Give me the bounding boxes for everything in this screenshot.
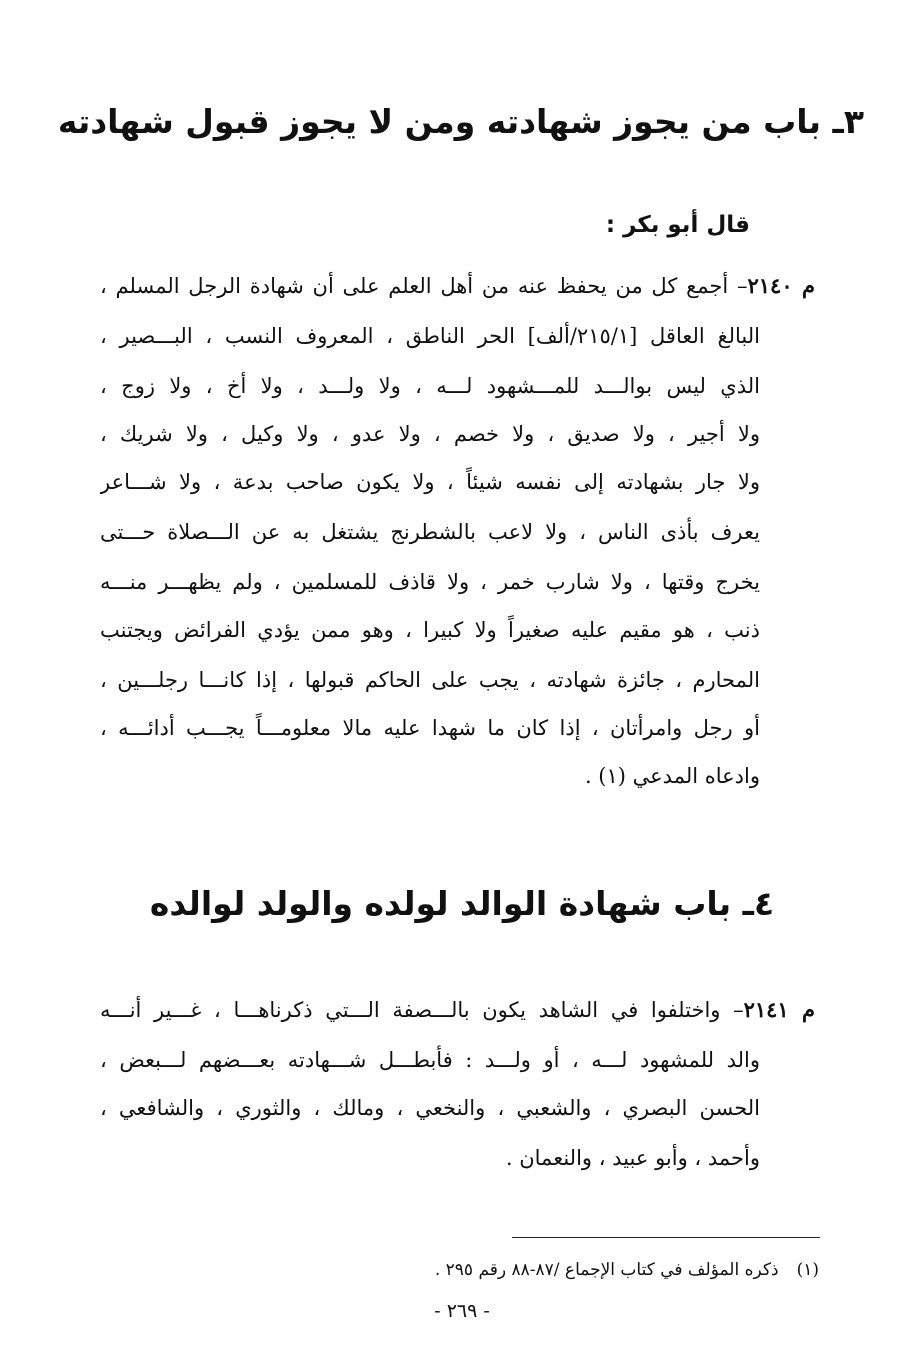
paragraph-marker: م ٢١٤١ (743, 997, 815, 1022)
paragraph-line: الذي ليس بوالـــد للمـــشهود لـــه ، ولا ولـــد ، ولا أخ ، ولا زوج ، (100, 374, 760, 398)
paragraph-line: البالغ العاقل [٢١٥/١/ألف] الحر الناطق ، المعروف النسب ، البـــصير ، (100, 324, 760, 348)
paragraph-line: وأحمد ، وأبو عبيد ، والنعمان . (505, 1146, 760, 1170)
paragraph-text: – أجمع كل من يحفظ عنه من أهل العلم على أن شهادة الرجل المسلم ، (100, 274, 748, 298)
paragraph-line (100, 990, 815, 1034)
footnote (380, 1260, 819, 1280)
paragraph-marker: م ٢١٤٠ (747, 273, 815, 298)
paragraph-line: يخرج وقتها ، ولا شارب خمر ، ولا قاذف للمسلمين ، ولم يظهـــر منـــه (100, 570, 760, 594)
section-heading-1: ٣ـ باب من يجوز شهادته ومن لا يجوز قبول شهادته (57, 102, 864, 141)
paragraph-line: الحسن البصري ، والشعبي ، والنخعي ، ومالك ، والثوري ، والشافعي ، (100, 1096, 760, 1120)
paragraph-line: ولا جار بشهادته إلى نفسه شيئاً ، ولا يكون صاحب بدعة ، ولا شـــاعر (100, 470, 760, 494)
paragraph-line: ذنب ، هو مقيم عليه صغيراً ولا كبيرا ، وهو ممن يؤدي الفرائض ويجتنب (100, 618, 760, 642)
footnote-text: ذكره المؤلف في كتاب الإجماع /٨٧-٨٨ رقم ٢٩٥ . (434, 1260, 779, 1280)
section-heading-2: ٤ـ باب شهادة الوالد لولده والولد لوالده (149, 884, 775, 923)
footnote-number: (١) (796, 1260, 819, 1280)
paragraph-line: يعرف بأذى الناس ، ولا لاعب بالشطرنج يشتغل به عن الـــصلاة حـــتى (100, 520, 760, 544)
paragraph-line: أو رجل وامرأتان ، إذا كان ما شهدا عليه مالا معلومـــاً يجـــب أدائـــه ، (100, 716, 760, 740)
paragraph-line: والد للمشهود لـــه ، أو ولـــد : فأبطـــل شـــهادته بعـــضهم لـــبعض ، (100, 1048, 760, 1072)
page-number: - ٢٦٩ - (434, 1300, 490, 1322)
footnote-divider (512, 1237, 820, 1238)
paragraph-line (100, 266, 815, 310)
paragraph-line: وادعاه المدعي (١) . (584, 764, 760, 788)
speaker-line: قال أبو بكر : (605, 212, 750, 238)
paragraph-line: المحارم ، جائزة شهادته ، يجب على الحاكم قبولها ، إذا كانـــا رجلـــين ، (100, 668, 760, 692)
paragraph-text: – واختلفوا في الشاهد يكون بالـــصفة الـــتي ذكرناهـــا ، غـــير أنـــه (100, 998, 744, 1022)
paragraph-line: ولا أجير ، ولا صديق ، ولا خصم ، ولا عدو ، ولا وكيل ، ولا شريك ، (100, 422, 760, 446)
